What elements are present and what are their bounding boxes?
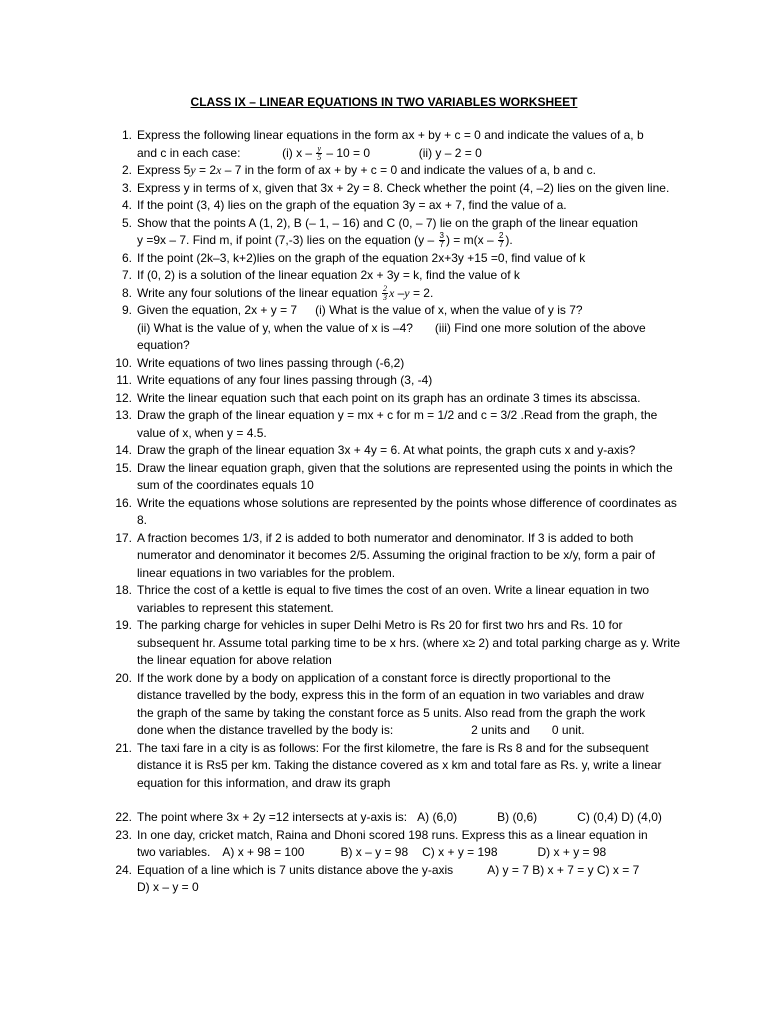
question-number: 21.: [115, 740, 132, 755]
question-number: 20.: [115, 670, 132, 685]
question-number: 24.: [115, 862, 132, 877]
part-i-rest: – 10 = 0: [326, 145, 371, 160]
fraction-numerator: 2: [498, 231, 504, 241]
question-parts: [137, 145, 685, 163]
question-text: Draw the graph of the linear equation 3x + 4y = 6. At what points, the graph cuts x and y-axis?: [137, 443, 636, 457]
question-number: 2.: [121, 163, 132, 177]
question-text: Given the equation, 2x + y = 7: [137, 303, 298, 317]
variable-y: y: [190, 163, 196, 177]
fraction-denominator: 5: [317, 152, 322, 162]
question-text: Write equations of any four lines passing through (3, -4): [137, 373, 433, 387]
question-text: Express y in terms of x, given that 3x + 2y = 8. Check whether the point (4, –2) lies on the given line.: [137, 180, 670, 195]
question-number: 8.: [121, 285, 132, 300]
question-text: A fraction becomes 1/3, if 2 is added to both numerator and denominator. If 3 is added to both numerator and denominator it becomes 2/5. Assuming the original fraction to be x/y, form a pair of linear equations in two variables for the problem.: [137, 530, 656, 580]
fraction-3-over-7: [439, 232, 445, 249]
question-15: [110, 460, 685, 495]
question-text: 0 unit.: [551, 723, 585, 737]
question-number: 15.: [115, 460, 132, 475]
question-number: 6.: [121, 250, 132, 265]
question-5: [110, 215, 685, 250]
question-number: 9.: [121, 303, 132, 317]
question-17: [110, 530, 685, 583]
option-b: B) (0,6): [497, 810, 538, 824]
fraction-denominator: 7: [498, 240, 504, 250]
question-number: 7.: [121, 268, 132, 282]
question-text: Write equations of two lines passing through (-6,2): [137, 355, 405, 370]
question-text: If the point (3, 4) lies on the graph of the equation 3y = ax + 7, find the value of a.: [137, 198, 567, 212]
question-13: [110, 407, 685, 442]
option-d: D) x + y = 98: [537, 845, 607, 859]
question-text: The parking charge for vehicles in super Delhi Metro is Rs 20 for first two hrs and Rs. 10 for subsequent hr. Assume total parking time to be x hrs. (where x≥ 2) and total parking charge as y. Write the linear equation for above relation: [137, 618, 681, 667]
question-11: [110, 372, 685, 390]
option-b: B) x + 7 = y: [532, 862, 594, 877]
question-text: Write the linear equation such that each point on its graph has an ordinate 3 times its abscissa.: [137, 390, 641, 405]
spacer: [110, 792, 685, 809]
question-number: 19.: [115, 618, 132, 632]
question-number: 4.: [121, 198, 132, 212]
fraction-denominator: 7: [439, 240, 444, 250]
question-2: [110, 162, 685, 180]
question-text: equation?: [137, 338, 190, 352]
part-ii: (ii) y – 2 = 0: [418, 145, 482, 160]
option-d: D) x – y = 0: [137, 880, 199, 894]
question-list: [110, 127, 685, 897]
question-number: 23.: [115, 827, 132, 842]
question-12: [110, 390, 685, 408]
question-24: [110, 862, 685, 897]
question-text-line: [137, 302, 685, 320]
variable-y: y: [404, 285, 410, 300]
question-number: 22.: [115, 810, 132, 824]
question-text: the graph of the same by taking the constant force as 5 units. Also read from the graph the work: [137, 705, 646, 720]
question-text-line: [137, 722, 685, 740]
question-3: [110, 180, 685, 198]
variable-x: x: [216, 163, 222, 177]
question-number: 14.: [115, 443, 132, 457]
question-10: [110, 355, 685, 373]
question-18: [110, 582, 685, 617]
question-text: Write the equations whose solutions are represented by the points whose difference of coordinates as 8.: [137, 495, 677, 527]
question-text: ) = m(x –: [445, 233, 494, 247]
question-text: 2 units and: [471, 723, 530, 737]
question-text: The taxi fare in a city is as follows: For the first kilometre, the fare is Rs 8 and for the subsequent distance it is Rs5 per km. Taking the distance covered as x km and total fare as Rs. y, write a linear equation for this information, and draw its graph: [137, 740, 662, 790]
question-text: Express the following linear equations in the form ax + by + c = 0 and indicate the values of a, b: [137, 128, 644, 142]
fraction-denominator: 3: [382, 292, 387, 302]
question-7: [110, 267, 685, 285]
question-number: 3.: [121, 180, 132, 195]
option-a: A) (6,0): [417, 810, 458, 824]
question-text: If the work done by a body on application of a constant force is directly proportional to the: [137, 670, 611, 685]
fraction-numerator: y: [317, 143, 321, 153]
question-22: [110, 809, 685, 827]
question-number: 10.: [115, 355, 132, 370]
option-c: C) (0,4): [577, 810, 618, 824]
question-text: Show that the points A (1, 2), B (– 1, – 16) and C (0, – 7) lie on the graph of the linear equation: [137, 215, 638, 230]
question-text: Equation of a line which is 7 units distance above the y-axis: [137, 862, 454, 877]
fraction-y-over-5: [316, 145, 322, 162]
worksheet-title: CLASS IX – LINEAR EQUATIONS IN TWO VARIABLES WORKSHEET: [190, 95, 578, 109]
question-text: The point where 3x + 2y =12 intersects at y-axis is:: [137, 810, 408, 824]
question-text: distance travelled by the body, express this in the form of an equation in two variables and draw: [137, 688, 644, 702]
question-14: [110, 442, 685, 460]
question-19: [110, 617, 685, 670]
fraction-numerator: 2: [382, 283, 387, 293]
question-text: done when the distance travelled by the body is:: [137, 723, 394, 737]
fraction-numerator: 3: [439, 231, 444, 241]
options-line: [137, 844, 685, 862]
question-text-line: [137, 320, 685, 338]
question-text: If (0, 2) is a solution of the linear equation 2x + 3y = k, find the value of k: [137, 268, 520, 282]
question-21: [110, 740, 685, 793]
question-number: 18.: [115, 583, 132, 597]
question-text: = 2: [195, 163, 217, 177]
question-text: two variables.: [137, 845, 211, 859]
option-b: B) x – y = 98: [340, 845, 409, 859]
question-number: 5.: [121, 215, 132, 230]
variable-x: x: [388, 285, 395, 300]
question-text: –: [394, 285, 405, 300]
option-a: A) y = 7: [487, 862, 529, 877]
question-1: [110, 127, 685, 162]
question-text: (iii) Find one more solution of the above: [434, 320, 646, 335]
question-text-line: [137, 232, 685, 250]
question-text: In one day, cricket match, Raina and Dhoni scored 198 runs. Express this as a linear equation in: [137, 827, 648, 842]
question-text: (ii) What is the value of y, when the value of x is –4?: [137, 320, 413, 335]
fraction-2-over-7: [498, 232, 504, 249]
question-20: [110, 670, 685, 740]
question-23: [110, 827, 685, 862]
question-text: – 7 in the form of ax + by + c = 0 and indicate the values of a, b and c.: [221, 163, 596, 177]
option-d: D) (4,0): [621, 810, 662, 824]
question-6: [110, 250, 685, 268]
option-c: C) x + y = 198: [422, 845, 498, 859]
option-a: A) x + 98 = 100: [222, 845, 305, 859]
question-8: [110, 285, 685, 303]
question-number: 12.: [115, 390, 132, 405]
fraction-2-over-3: [382, 285, 388, 302]
question-9: [110, 302, 685, 355]
part-i: (i) x –: [282, 145, 313, 160]
question-number: 16.: [115, 495, 132, 510]
question-number: 1.: [121, 128, 132, 142]
question-text: y =9x – 7. Find m, if point (7,-3) lies on the equation (y –: [137, 233, 435, 247]
question-text: Express 5: [137, 163, 191, 177]
question-text: Draw the linear equation graph, given that the solutions are represented using the points in which the sum of the coordinates equals 10: [137, 460, 673, 492]
question-text: Thrice the cost of a kettle is equal to five times the cost of an oven. Write a linear equation in two variables to represent this statement.: [137, 583, 650, 615]
question-number: 11.: [116, 373, 132, 387]
question-16: [110, 495, 685, 530]
option-c: C) x = 7: [596, 862, 640, 877]
question-text: ).: [505, 233, 513, 247]
question-number: 17.: [115, 530, 132, 545]
question-text: If the point (2k–3, k+2)lies on the graph of the equation 2x+3y +15 =0, find value of k: [137, 250, 586, 265]
question-text: Draw the graph of the linear equation y = mx + c for m = 1/2 and c = 3/2 .Read from the graph, the value of x, when y = 4.5.: [137, 408, 658, 440]
question-text: = 2.: [409, 285, 434, 300]
question-text: (i) What is the value of x, when the value of y is 7?: [315, 303, 583, 317]
question-4: [110, 197, 685, 215]
question-text: and c in each case:: [137, 145, 241, 160]
question-text: Write any four solutions of the linear equation: [137, 285, 378, 300]
question-number: 13.: [115, 408, 132, 422]
